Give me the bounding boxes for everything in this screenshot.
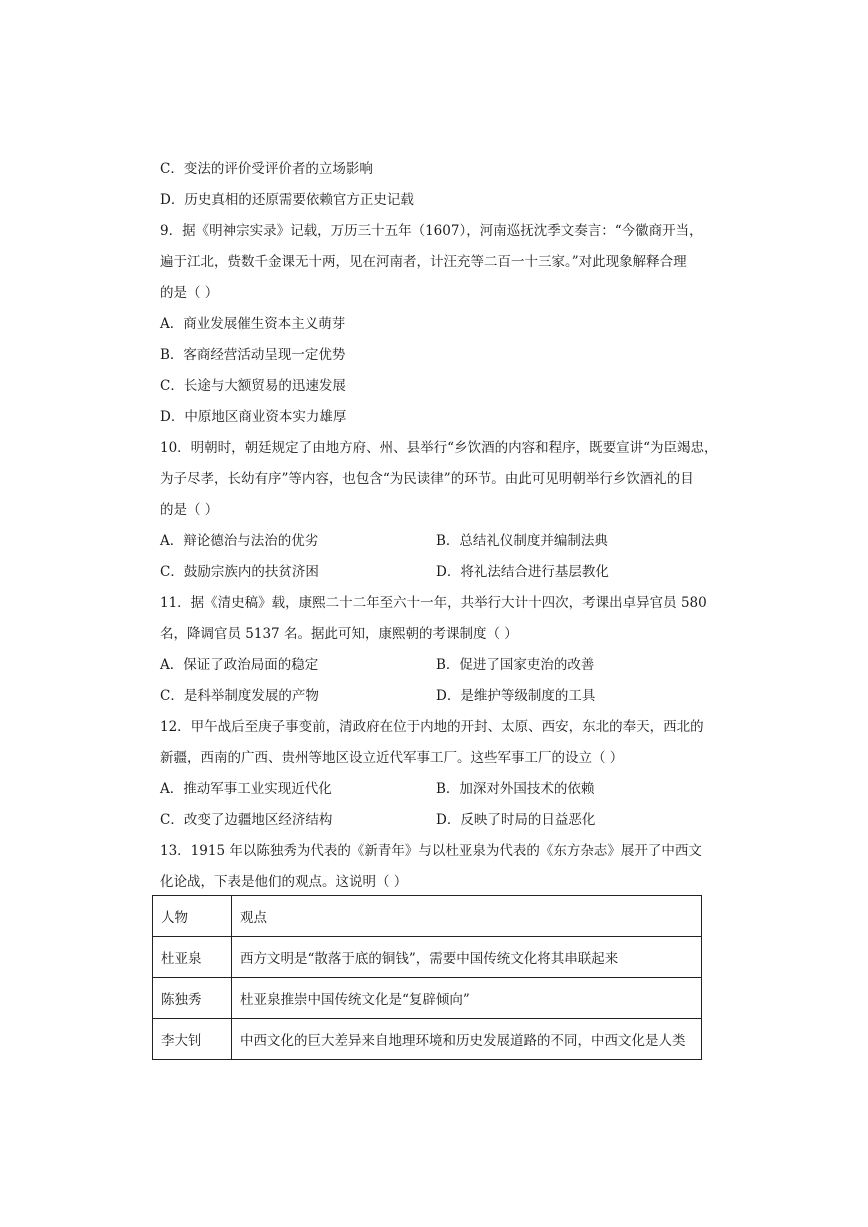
q8-option-d: D．历史真相的还原需要依赖官方正史记载 bbox=[160, 192, 414, 208]
q9-stem-line-2: 遍于江北，赀数千金课无十两，见在河南者，计汪充等二百一十三家。”对此现象解释合理 bbox=[160, 254, 687, 270]
q12-option-b: B．加深对外国技术的依赖 bbox=[436, 781, 595, 797]
q10-stem-line-3: 的是（ ） bbox=[160, 502, 219, 518]
q10-option-c: C．鼓励宗族内的扶贫济困 bbox=[160, 564, 319, 580]
q8-option-c: C．变法的评价受评价者的立场影响 bbox=[160, 161, 373, 177]
q9-option-b: B．客商经营活动呈现一定优势 bbox=[160, 347, 346, 363]
q10-stem-line-1: 10．明朝时，朝廷规定了由地方府、州、县举行“乡饮酒的内容和程序，既要宣讲“为臣竭忠， bbox=[160, 440, 718, 456]
q10-option-b: B．总结礼仪制度并编制法典 bbox=[436, 533, 608, 549]
q11-option-c: C．是科举制度发展的产物 bbox=[160, 688, 319, 704]
q11-option-a: A．保证了政治局面的稳定 bbox=[160, 657, 319, 673]
row-view: 西方文明是“散落于底的铜钱”，需要中国传统文化将其串联起来 bbox=[232, 937, 702, 978]
q11-stem-line-2: 名，降调官员 5137 名。据此可知，康熙朝的考课制度（ ） bbox=[160, 626, 518, 642]
q9-stem-line-1: 9．据《明神宗实录》记载，万历三十五年（1607），河南巡抚沈季文奏言：“今徽商开当， bbox=[160, 223, 703, 239]
row-person: 李大钊 bbox=[153, 1019, 232, 1060]
q13-stem-line-1: 13．1915 年以陈独秀为代表的《新青年》与以杜亚泉为代表的《东方杂志》展开了中西文 bbox=[160, 843, 702, 859]
q12-option-c: C．改变了边疆地区经济结构 bbox=[160, 812, 333, 828]
q11-option-d: D．是维护等级制度的工具 bbox=[436, 688, 596, 704]
row-view: 中西文化的巨大差异来自地理环境和历史发展道路的不同，中西文化是人类 bbox=[232, 1019, 702, 1060]
q11-stem-line-1: 11．据《清史稿》载，康熙二十二年至六十一年，共举行大计十四次，考课出卓异官员 580 bbox=[160, 595, 707, 611]
q10-stem-line-2: 为子尽孝，长幼有序”等内容，也包含“为民读律”的环节。由此可见明朝举行乡饮酒礼的目 bbox=[160, 471, 694, 487]
row-view: 杜亚泉推崇中国传统文化是“复辟倾向” bbox=[232, 978, 702, 1019]
q11-option-b: B．促进了国家吏治的改善 bbox=[436, 657, 595, 673]
table-row bbox=[153, 937, 702, 978]
q12-option-a: A．推动军事工业实现近代化 bbox=[160, 781, 332, 797]
q13-stem-line-2: 化论战，下表是他们的观点。这说明（ ） bbox=[160, 874, 408, 890]
q12-stem-line-1: 12．甲午战后至庚子事变前，清政府在位于内地的开封、太原、西安，东北的奉天，西北的 bbox=[160, 719, 704, 735]
q10-option-a: A．辩论德治与法治的优劣 bbox=[160, 533, 319, 549]
q10-option-d: D．将礼法结合进行基层教化 bbox=[436, 564, 609, 580]
header-person: 人物 bbox=[153, 896, 232, 937]
row-person: 杜亚泉 bbox=[153, 937, 232, 978]
q12-option-d: D．反映了时局的日益恶化 bbox=[436, 812, 596, 828]
table-header-row bbox=[153, 896, 702, 937]
q9-stem-line-3: 的是（ ） bbox=[160, 285, 219, 301]
q9-option-d: D．中原地区商业资本实力雄厚 bbox=[160, 409, 347, 425]
q9-option-c: C．长途与大额贸易的迅速发展 bbox=[160, 378, 346, 394]
q12-stem-line-2: 新疆，西南的广西、贵州等地区设立近代军事工厂。这些军事工厂的设立（ ） bbox=[160, 750, 624, 766]
table-row bbox=[153, 1019, 702, 1060]
q9-option-a: A．商业发展催生资本主义萌芽 bbox=[160, 316, 346, 332]
table-row bbox=[153, 978, 702, 1019]
q13-views-table bbox=[152, 895, 702, 1060]
row-person: 陈独秀 bbox=[153, 978, 232, 1019]
header-view: 观点 bbox=[232, 896, 702, 937]
